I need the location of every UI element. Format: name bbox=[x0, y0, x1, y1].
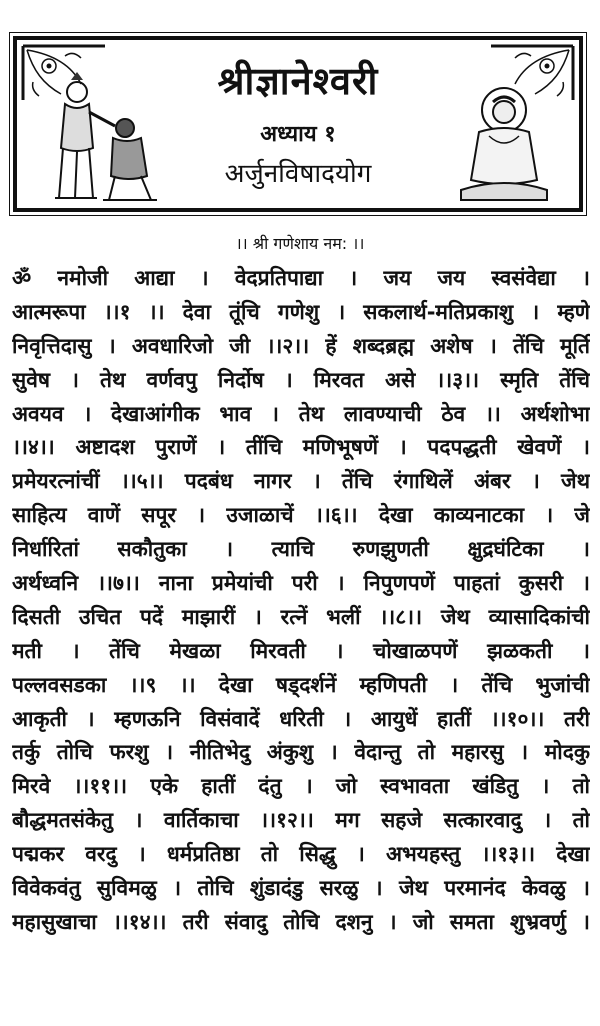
verse-line: मती । तेंचि मेखळा मिरवती । चोखाळपणें झळकती । bbox=[12, 638, 590, 663]
chapter-header-box bbox=[13, 36, 583, 212]
verse-line: निवृत्तिदासु । अवधारिजो जी ।।२।। हें शब्दब्रह्म अशेष । तेंचि मूर्ति bbox=[12, 333, 590, 358]
verse-line: निर्धारितां सकौतुका । त्याचि रुणझुणती क्षुद्रघंटिका । bbox=[12, 537, 590, 562]
verse-line: आकृती । म्हणऊनि विसंवादें धरिती । आयुधें हातीं ।।१०।। तरी bbox=[12, 706, 590, 731]
verse-line: अवयव । देखाआंगीक भाव । तेथ लावण्याची ठेव ।। अर्थशोभा bbox=[12, 401, 590, 426]
verse-line: महासुखाचा ।।१४।। तरी संवादु तोचि दशनु । जो समता शुभ्रवर्णु । bbox=[12, 909, 590, 934]
book-title: श्रीज्ञानेश्वरी bbox=[217, 59, 379, 103]
verse-line: पल्लवसडका ।।९ ।। देखा षड्दर्शनें म्हणिपती । तेंचि भुजांची bbox=[12, 672, 590, 697]
verse-line: ॐ नमोजी आद्या । वेदप्रतिपाद्या । जय जय स्वसंवेद्या । bbox=[12, 266, 590, 290]
chapter-number: अध्याय १ bbox=[260, 122, 336, 147]
verse-line: दिसती उचित पदें माझारीं । रत्नें भलीं ।।८।। जेथ व्यासादिकांची bbox=[12, 604, 590, 629]
verse-line: पद्मकर वरदु । धर्मप्रतिष्ठा तो सिद्धु । अभयहस्तु ।।१३।। देखा bbox=[12, 842, 590, 867]
verse-line: आत्मरूपा ।।१ ।। देवा तूंचि गणेशु । सकलार्थ-मतिप्रकाशु । म्हणे bbox=[12, 299, 590, 324]
verse-line: ।।४।। अष्टादश पुराणें । तींचि मणिभूषणें । पदपद्धती खेवणें । bbox=[12, 435, 590, 460]
chapter-name: अर्जुनविषादयोग bbox=[224, 159, 372, 189]
verse-line: साहित्य वाणें सपूर । उजाळाचें ।।६।। देखा काव्यनाटका । जे bbox=[12, 503, 590, 528]
verse-line: तर्कु तोचि फरशु । नीतिभेदु अंकुशु । वेदान्तु तो महारसु । मोदकु bbox=[12, 740, 590, 765]
verse-line: बौद्धमतसंकेतु । वार्तिकाचा ।।१२।। मग सहजे सत्कारवादु । तो bbox=[12, 808, 590, 833]
verse-line: विवेकवंतु सुविमळु । तोचि शुंडादंडु सरळु । जेथ परमानंद केवळु । bbox=[12, 876, 590, 901]
verse-line: मिरवे ।।११।। एके हातीं दंतु । जो स्वभावता खंडितु । तो bbox=[12, 774, 590, 799]
verse-line: प्रमेयरत्नांचीं ।।५।। पदबंध नागर । तेंचि रंगाथिलें अंबर । जेथ bbox=[12, 469, 590, 494]
verse-line: सुवेष । तेथ वर्णवपु निर्दोष । मिरवत असे ।।३।। स्मृति तेंचि bbox=[12, 367, 590, 392]
verse-line: अर्थध्वनि ।।७।। नाना प्रमेयांची परी । निपुणपणें पाहतां कुसरी । bbox=[12, 571, 590, 596]
invocation: ।। श्री गणेशाय नम: ।। bbox=[235, 234, 365, 253]
verse-text bbox=[12, 262, 590, 940]
